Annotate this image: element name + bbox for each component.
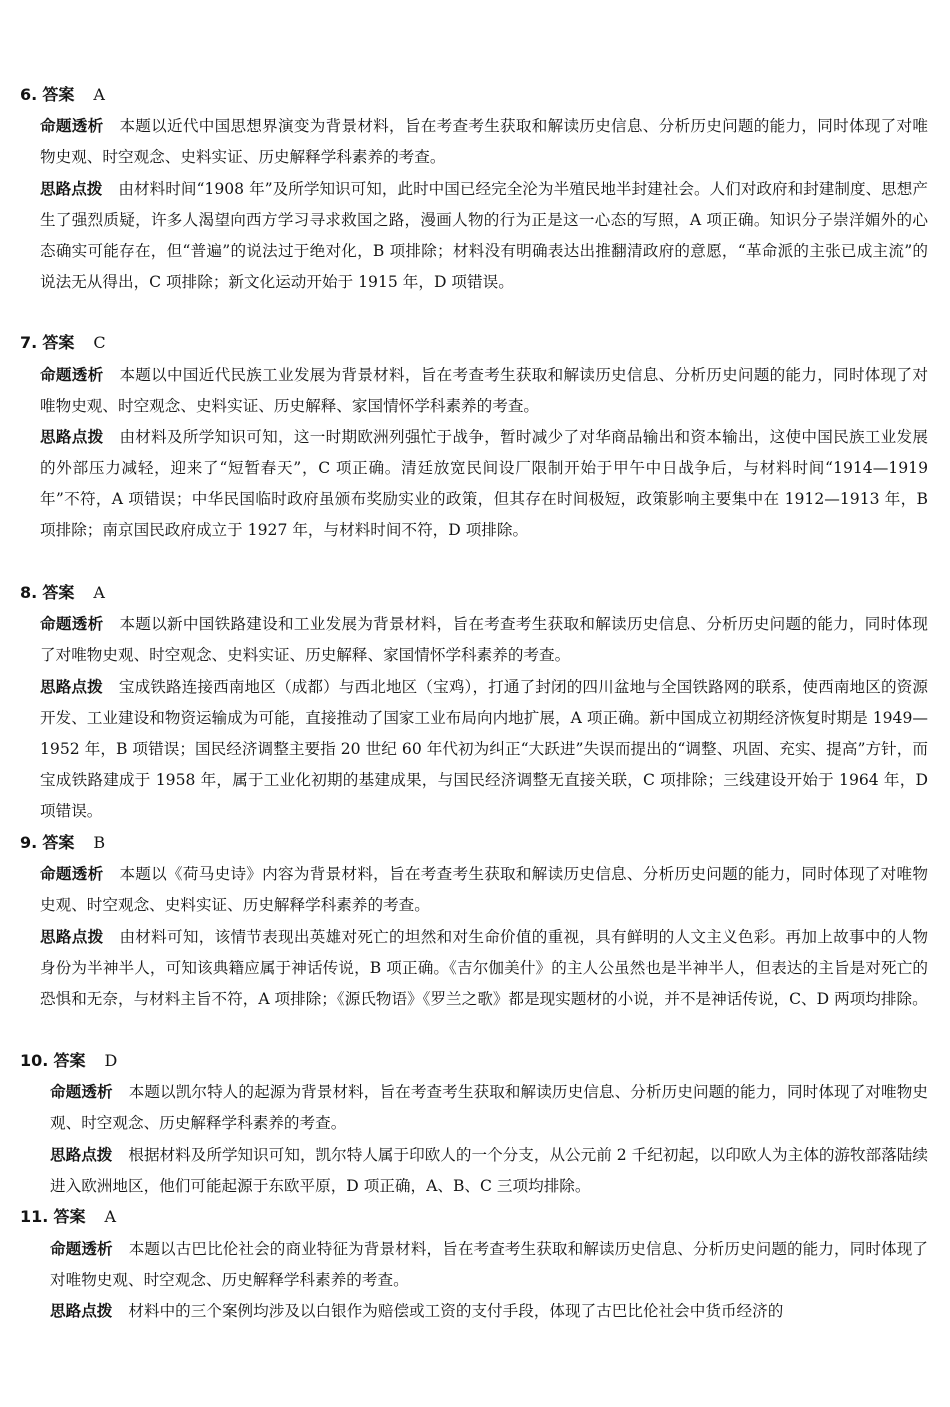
answer-line	[20, 1204, 116, 1230]
intent-paragraph	[50, 1234, 928, 1296]
analysis-paragraph	[40, 672, 928, 827]
intent-label: 命题透析	[50, 1240, 113, 1258]
intent-paragraph	[40, 859, 928, 921]
intent-text: 本题以新中国铁路建设和工业发展为背景材料，旨在考查考生获取和解读历史信息、分析历史问题的能力，同时体现了对唯物史观、时空观念、史料实证、历史解释、家国情怀学科素养的考查。	[40, 615, 928, 664]
answer-value: A	[104, 1207, 117, 1226]
answer-line	[20, 580, 105, 606]
answer-line	[20, 82, 105, 108]
analysis-paragraph	[40, 174, 928, 298]
answer-label: 答案	[42, 333, 75, 352]
analysis-paragraph	[50, 1296, 928, 1327]
answer-value: D	[104, 1051, 118, 1070]
answer-line	[20, 1048, 117, 1074]
intent-text: 本题以近代中国思想界演变为背景材料，旨在考查考生获取和解读历史信息、分析历史问题的能力，同时体现了对唯物史观、时空观念、史料实证、历史解释学科素养的考查。	[40, 117, 928, 166]
intent-label: 命题透析	[40, 366, 104, 384]
answer-label: 答案	[42, 85, 75, 104]
intent-label: 命题透析	[50, 1083, 113, 1101]
analysis-label: 思路点拨	[50, 1146, 113, 1164]
intent-text: 本题以凯尔特人的起源为背景材料，旨在考查考生获取和解读历史信息、分析历史问题的能力，同时体现了对唯物史观、时空观念、历史解释学科素养的考查。	[50, 1083, 928, 1132]
analysis-text: 由材料及所学知识可知，这一时期欧洲列强忙于战争，暂时减少了对华商品输出和资本输出，这使中国民族工业发展的外部压力减轻，迎来了“短暂春天”，C 项正确。清廷放宽民间设厂限制开始于甲午中日战争后，与材料时间“1914—1919 年”不符，A 项错误；中华民国临时政府虽颁布奖励实业的政策，但其存在时间极短，政策影响主要集中在 1912—1913 年，B 项排除；南京国民政府成立于 1927 年，与材料时间不符，D 项排除。	[40, 428, 928, 539]
analysis-text: 宝成铁路连接西南地区（成都）与西北地区（宝鸡），打通了封闭的四川盆地与全国铁路网的联系，使西南地区的资源开发、工业建设和物资运输成为可能，直接推动了国家工业布局向内地扩展，A 项正确。新中国成立初期经济恢复时期是 1949—1952 年，B 项错误；国民经济调整主要指 20 世纪 60 年代初为纠正“大跃进”失误而提出的“调整、巩固、充实、提高”方针，而宝成铁路建成于 1958 年，属于工业化初期的基建成果，与国民经济调整无直接关联，C 项排除；三线建设开始于 1964 年，D 项错误。	[40, 678, 928, 820]
analysis-paragraph	[50, 1140, 928, 1202]
answer-line	[20, 830, 105, 856]
question-number: 7.	[20, 333, 38, 352]
answer-label: 答案	[53, 1207, 86, 1226]
answer-label: 答案	[42, 583, 75, 602]
answer-value: C	[93, 333, 106, 352]
answer-value: A	[93, 583, 105, 602]
intent-paragraph	[40, 111, 928, 173]
analysis-text: 由材料可知，该情节表现出英雄对死亡的坦然和对生命价值的重视，具有鲜明的人文主义色彩。再加上故事中的人物身份为半神半人，可知该典籍应属于神话传说，B 项正确。《吉尔伽美什》的主人公虽然也是半神半人，但表达的主旨是对死亡的恐惧和无奈，与材料主旨不符，A 项排除；《源氏物语》《罗兰之歌》都是现实题材的小说，并不是神话传说，C、D 两项均排除。	[40, 928, 928, 1008]
answer-value: A	[93, 85, 105, 104]
analysis-label: 思路点拨	[40, 928, 104, 946]
intent-paragraph	[40, 360, 928, 422]
answer-line	[20, 330, 106, 356]
analysis-paragraph	[40, 922, 928, 1015]
answer-label: 答案	[53, 1051, 86, 1070]
answer-value: B	[93, 833, 106, 852]
analysis-label: 思路点拨	[50, 1302, 113, 1320]
intent-label: 命题透析	[40, 117, 104, 135]
analysis-label: 思路点拨	[40, 678, 103, 696]
intent-label: 命题透析	[40, 865, 104, 883]
intent-paragraph	[40, 609, 928, 671]
intent-label: 命题透析	[40, 615, 104, 633]
question-number: 10.	[20, 1051, 49, 1070]
question-number: 8.	[20, 583, 38, 602]
intent-text: 本题以《荷马史诗》内容为背景材料，旨在考查考生获取和解读历史信息、分析历史问题的能力，同时体现了对唯物史观、时空观念、史料实证、历史解释学科素养的考查。	[40, 865, 928, 914]
analysis-text: 根据材料及所学知识可知，凯尔特人属于印欧人的一个分支，从公元前 2 千纪初起，以印欧人为主体的游牧部落陆续进入欧洲地区，他们可能起源于东欧平原，D 项正确，A、B、C 三项均排除。	[50, 1146, 928, 1195]
analysis-label: 思路点拨	[40, 428, 104, 446]
analysis-label: 思路点拨	[40, 180, 103, 198]
intent-text: 本题以中国近代民族工业发展为背景材料，旨在考查考生获取和解读历史信息、分析历史问题的能力，同时体现了对唯物史观、时空观念、史料实证、历史解释、家国情怀学科素养的考查。	[40, 366, 928, 415]
question-number: 6.	[20, 85, 38, 104]
answer-label: 答案	[42, 833, 75, 852]
intent-paragraph	[50, 1077, 928, 1139]
analysis-text: 材料中的三个案例均涉及以白银作为赔偿或工资的支付手段，体现了古巴比伦社会中货币经济的	[128, 1302, 784, 1320]
analysis-text: 由材料时间“1908 年”及所学知识可知，此时中国已经完全沦为半殖民地半封建社会。人们对政府和封建制度、思想产生了强烈质疑，许多人渴望向西方学习寻求救国之路，漫画人物的行为正是这一心态的写照，A 项正确。知识分子崇洋媚外的心态确实可能存在，但“普遍”的说法过于绝对化，B 项排除；材料没有明确表达出推翻清政府的意愿，“革命派的主张已成主流”的说法无从得出，C 项排除；新文化运动开始于 1915 年，D 项错误。	[40, 180, 928, 291]
question-number: 9.	[20, 833, 38, 852]
intent-text: 本题以古巴比伦社会的商业特征为背景材料，旨在考查考生获取和解读历史信息、分析历史问题的能力，同时体现了对唯物史观、时空观念、历史解释学科素养的考查。	[50, 1240, 928, 1289]
analysis-paragraph	[40, 422, 928, 546]
question-number: 11.	[20, 1207, 49, 1226]
